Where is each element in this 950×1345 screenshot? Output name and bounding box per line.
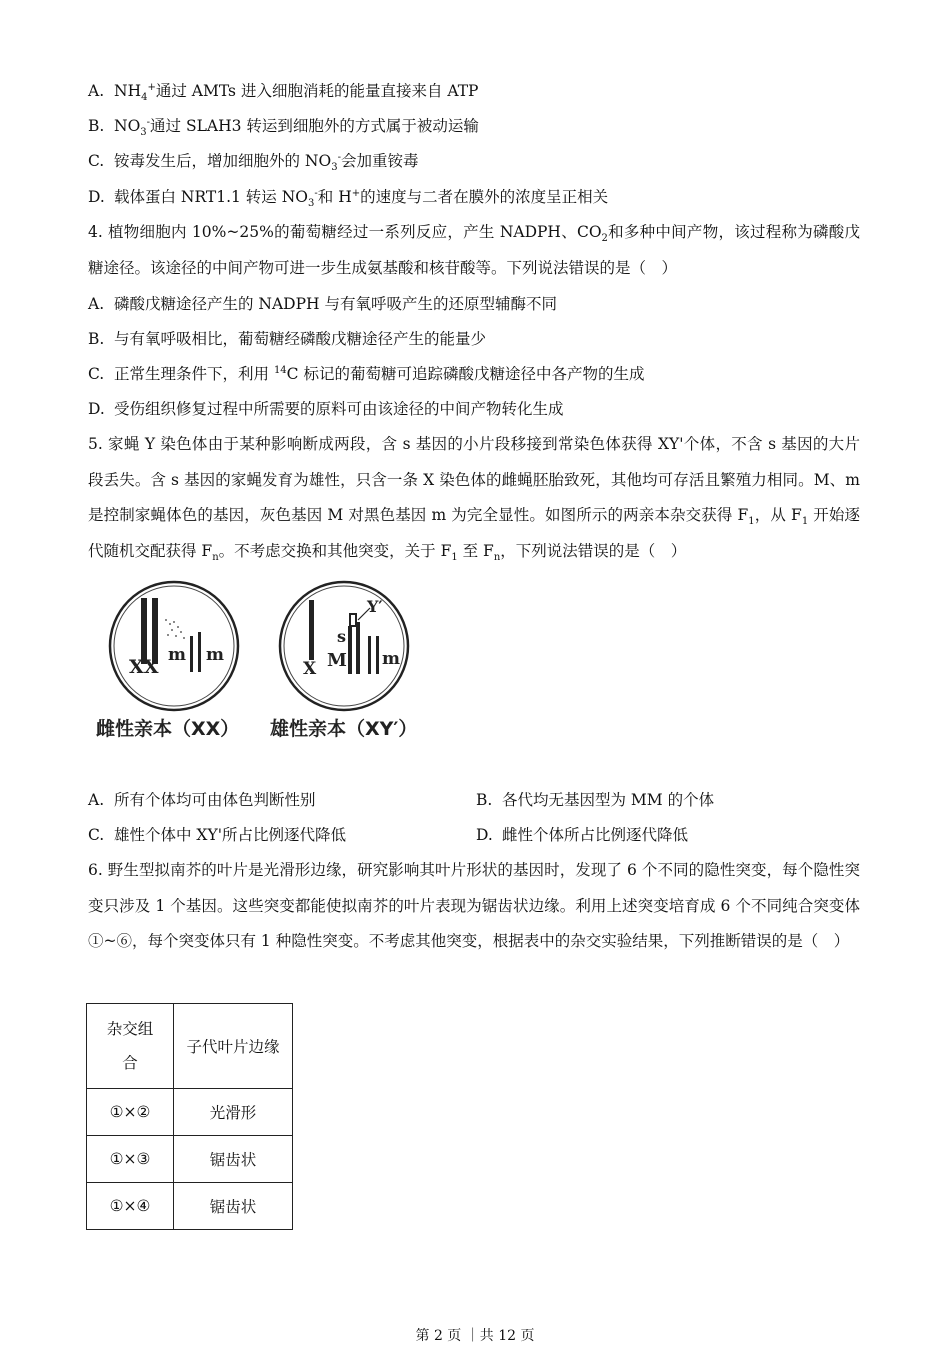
male-parent-caption: 雄性亲本（XY′） [270, 718, 418, 740]
male-m-label: m [382, 649, 400, 669]
q4-stem: 4. 植物细胞内 10%~25%的葡萄糖经过一系列反应，产生 NADPH、$CO_2$和多种中间产物，该过程称为磷酸戊糖途径。该途径的中间产物可进一步生成氨基酸和核苷酸等。下列说法错误的是（ ） [88, 223, 860, 277]
male-cell [280, 582, 408, 710]
q6-stem: 6. 野生型拟南芥的叶片是光滑形边缘，研究影响其叶片形状的基因时，发现了 6 个不同的隐性突变，每个隐性突变只涉及 1 个基因。这些突变都能使拟南芥的叶片表现为锯齿状边缘。利用上述突变培育成 6 个不同纯合突变体①~⑥，每个突变体只有 1 种隐性突变。不考虑其他突变，根据表中的杂交实验结果，下列推断错误的是（ ） [88, 861, 860, 950]
q5-option-b: B. 各代均无基因型为 MM 的个体 [476, 791, 715, 809]
q3-option-c: C. 铵毒发生后，增加细胞外的 $NO_3^-$会加重铵毒 [88, 151, 419, 174]
table-header-cross: 杂交组 合 [87, 1004, 174, 1089]
male-y-fragment [350, 614, 356, 626]
q3-option-d: D. 载体蛋白 NRT1.1 转运 $NO_3^-$和 H+的速度与二者在膜外的浓度呈正相关 [88, 187, 609, 210]
male-autosome [356, 622, 360, 674]
male-s-label: s [337, 627, 347, 646]
male-autosome [348, 626, 352, 674]
table-header-result: 子代叶片边缘 [174, 1004, 293, 1089]
male-autosome [368, 636, 371, 674]
table-row: ①×③ 锯齿状 [87, 1136, 293, 1183]
male-yprime-label: Y′ [367, 597, 383, 616]
female-autosome [198, 632, 201, 672]
q5-stem: 5. 家蝇 Y 染色体由于某种影响断成两段，含 s 基因的小片段移接到常染色体获得 XY'个体，不含 s 基因的大片段丢失。含 s 基因的家蝇发育为雄性，只含一条 X 染色体的雌蝇胚胎致死，其他均可存活且繁殖力相同。M、m 是控制家蝇体色的基因，灰色基因 M 对黑色基因 m 为完全显性。如图所示的两亲本杂交获得 $F_1$，从 $F_1$ 开始逐代随机交配获得 $F_n$。不考虑交换和其他突变，关于 $F_1$ 至 $F_n$，下列说法错误的是（ ） [88, 435, 860, 563]
q5-option-d: D. 雌性个体所占比例逐代降低 [476, 826, 689, 844]
table-row: ①×② 光滑形 [87, 1089, 293, 1136]
female-xx-label: XX [129, 656, 159, 678]
cross-result-table [86, 1003, 293, 1230]
male-x-chromosome [309, 600, 314, 660]
male-M-label: M [327, 650, 347, 671]
q4-option-b: B. 与有氧呼吸相比，葡萄糖经磷酸戊糖途径产生的能量少 [88, 330, 487, 348]
male-autosome [376, 636, 379, 674]
table-header-row [87, 1004, 293, 1089]
male-x-label: X [303, 659, 317, 679]
page-footer: 第 2 页 ｜共 12 页 [415, 1328, 535, 1344]
female-m-label: m [168, 645, 186, 665]
female-x-chromosome [152, 598, 158, 664]
q3-option-b: B. $NO_3^-$通过 SLAH3 转运到细胞外的方式属于被动运输 [88, 116, 479, 139]
female-x-chromosome [141, 598, 147, 664]
table-row: ①×④ 锯齿状 [87, 1183, 293, 1230]
female-m-label: m [206, 645, 224, 665]
female-cell [110, 582, 238, 710]
q5-option-a: A. 所有个体均可由体色判断性别 [88, 791, 316, 809]
q3-option-a: A. $NH_4^+$通过 AMTs 进入细胞消耗的能量直接来自 ATP [88, 81, 479, 104]
q4-option-d: D. 受伤组织修复过程中所需要的原料可由该途径的中间产物转化生成 [88, 400, 564, 418]
q5-option-c: C. 雄性个体中 XY'所占比例逐代降低 [88, 826, 346, 844]
female-autosome [190, 636, 193, 672]
q4-option-c: C. 正常生理条件下，利用 $^{14}$C 标记的葡萄糖可追踪磷酸戊糖途径中各产物的生成 [88, 364, 645, 383]
chromosome-figure [86, 580, 426, 750]
female-parent-caption: 雌性亲本（XX） [96, 718, 240, 740]
q4-option-a: A. 磷酸戊糖途径产生的 NADPH 与有氧呼吸产生的还原型辅酶不同 [88, 295, 557, 313]
